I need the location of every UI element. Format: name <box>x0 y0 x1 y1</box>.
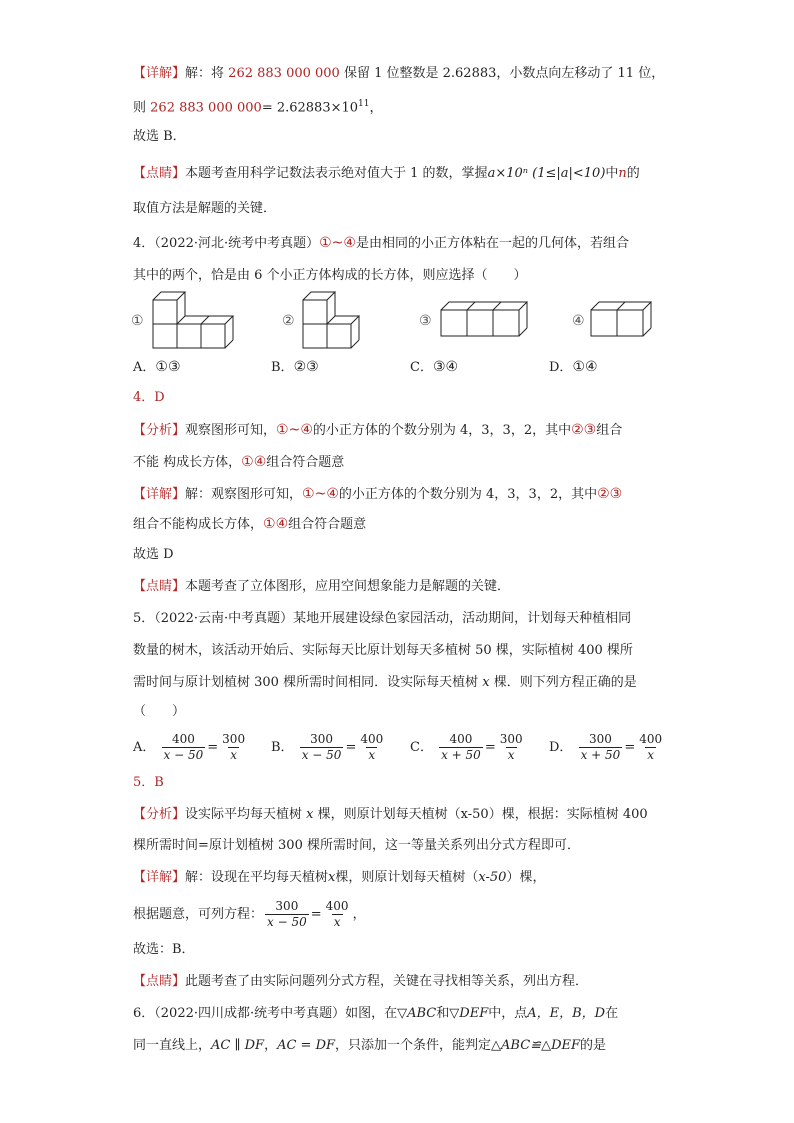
figure-ref: ②③ <box>597 486 623 502</box>
equals: = <box>207 740 219 755</box>
option-value: ①④ <box>572 359 598 375</box>
text: 根据题意，可列方程： <box>133 907 264 922</box>
option-letter: B． <box>271 360 294 375</box>
text: 是由相同的小正方体粘在一起的几何体，若组合 <box>355 236 629 251</box>
exponent: 11 <box>358 99 370 109</box>
text: 同一直线上， <box>133 1038 212 1053</box>
q4-stem-line2 <box>133 266 664 286</box>
text: 4．（2022·河北·统考中考真题） <box>133 236 320 251</box>
text: 6．（2022·四川成都·统考中考真题）如图，在 <box>133 1006 398 1021</box>
q5-stem-line1 <box>133 609 664 629</box>
numerator: 300 <box>499 732 523 746</box>
text: 本题考查了立体图形，应用空间想象能力是解题的关键． <box>185 579 511 594</box>
q4-analysis-line1 <box>133 420 664 441</box>
option-letter: C． <box>410 360 433 375</box>
numerator: 400 <box>360 732 384 746</box>
q5-detail-line2 <box>133 897 664 933</box>
q5-stem-line2 <box>133 641 664 661</box>
variable-n: n <box>618 166 627 181</box>
fraction <box>439 732 483 763</box>
answer-choice: 故选 D <box>133 547 174 562</box>
figure-ref: ①~④ <box>302 486 339 502</box>
number: 262 883 000 000 <box>150 100 262 116</box>
q4-detail-line1 <box>133 484 664 505</box>
text: 的小正方体的个数分别为 4，3，3，2，其中 <box>312 423 572 438</box>
q3-detail-line2 <box>133 94 664 118</box>
text: 其中的两个，恰是由 6 个小正方体构成的长方体，则应选择（ ） <box>133 268 527 283</box>
q5-comment <box>133 972 664 992</box>
text: = 2.62883×10 <box>261 100 359 116</box>
text: ，只添加一个条件，能判定 <box>335 1038 492 1053</box>
denominator: x − 50 <box>163 748 204 762</box>
text: 取值方法是解题的关键． <box>133 201 277 216</box>
equals: = <box>310 907 322 922</box>
option-letter: B． <box>271 740 294 755</box>
fraction <box>265 899 309 930</box>
text: 棵所需时间=原计划植树 300 棵所需时间，这一等量关系列出分式方程即可． <box>133 838 580 853</box>
option-b <box>271 357 319 378</box>
text: 则 <box>133 100 147 116</box>
figure-3-icon <box>441 302 527 336</box>
q5-analysis-line2 <box>133 836 664 856</box>
text: ）棵， <box>506 870 546 885</box>
detail-tag: 【详解】 <box>133 66 186 81</box>
text: ， <box>369 100 383 116</box>
number: 262 883 000 000 <box>228 66 340 81</box>
comment-tag: 【点睛】 <box>133 974 186 989</box>
text: 解：设现在平均每天植树 <box>185 870 329 885</box>
fraction <box>162 732 206 763</box>
text: 棵，则原计划每天植树（x-50）棵，根据：实际植树 400 <box>317 807 648 822</box>
figure-ref: ②③ <box>571 422 597 438</box>
q4-comment <box>133 577 664 597</box>
math: A，E，B，D <box>527 1006 606 1021</box>
text: 棵．则下列方程正确的是 <box>493 675 637 690</box>
fraction <box>358 732 385 763</box>
equals: = <box>624 740 636 755</box>
figure-ref: ①④ <box>263 516 289 532</box>
text: 不能 构成长方体， <box>133 455 242 470</box>
figure-4-label: ④ <box>572 313 585 329</box>
text: 棵，则原计划每天植树（ <box>335 870 479 885</box>
formula: a×10ⁿ (1≤|a|<10) <box>487 166 606 181</box>
math: AC = DF <box>277 1038 336 1053</box>
detail-tag: 【详解】 <box>133 870 186 885</box>
q4-choose <box>133 545 664 565</box>
figure-ref: ①~④ <box>276 422 313 438</box>
q4-figures <box>130 288 670 350</box>
numerator: 300 <box>310 732 334 746</box>
option-value: ②③ <box>293 359 319 375</box>
option-letter: D． <box>549 360 573 375</box>
text: 组合符合题意 <box>266 455 345 470</box>
denominator: x − 50 <box>301 748 342 762</box>
fraction <box>637 732 664 763</box>
numerator: 400 <box>449 732 473 746</box>
figure-ref: ①④ <box>241 454 267 470</box>
q3-choose <box>133 127 664 147</box>
figure-4-icon <box>591 302 651 336</box>
math: ▽ABC <box>397 1006 437 1021</box>
equals: = <box>484 740 496 755</box>
text: 数量的树木，该活动开始后、实际每天比原计划每天多植树 50 棵，实际植树 400 棵所 <box>133 643 633 658</box>
q4-analysis-line2 <box>133 452 664 473</box>
comment-tag: 【点睛】 <box>133 579 186 594</box>
numerator: 300 <box>275 899 299 913</box>
option-d <box>549 357 598 378</box>
option-letter: D． <box>549 740 573 755</box>
text: 组合 <box>596 423 623 438</box>
figure-3-label: ③ <box>419 313 432 329</box>
answer-choice: 故选：B． <box>133 942 195 957</box>
text: （ ） <box>133 704 186 719</box>
numerator: 400 <box>325 899 349 913</box>
figure-ref: ①~④ <box>319 235 356 251</box>
denominator: x <box>507 748 515 762</box>
q4-detail-line2 <box>133 514 664 535</box>
option-letter: A． <box>133 360 156 375</box>
q6-stem-line1 <box>133 1004 664 1024</box>
q5-analysis-line1 <box>133 805 664 825</box>
fraction <box>220 732 247 763</box>
analysis-tag: 【分析】 <box>133 423 186 438</box>
text: 在 <box>605 1006 619 1021</box>
q5-stem-line3 <box>133 673 664 693</box>
denominator: x <box>647 748 655 762</box>
answer-choice: 故选 B． <box>133 129 186 144</box>
expression: x-50 <box>478 870 507 885</box>
q4-stem-line1 <box>133 233 664 254</box>
denominator: x − 50 <box>267 915 307 929</box>
numerator: 300 <box>588 732 612 746</box>
text: 此题考查了由实际问题列分式方程，关键在寻找相等关系，列出方程． <box>185 974 589 989</box>
text: 设实际平均每天植树 <box>185 807 303 822</box>
text: ， <box>264 1038 278 1053</box>
text: 解：将 <box>185 66 225 81</box>
option-letter: C． <box>410 740 433 755</box>
text: 观察图形可知， <box>185 423 277 438</box>
text: 中，点 <box>488 1006 528 1021</box>
text: 解：观察图形可知， <box>185 487 303 502</box>
option-value: ③④ <box>432 359 459 375</box>
q5-stem-line4 <box>133 702 664 722</box>
denominator: x <box>333 915 341 929</box>
q5-detail-line1 <box>133 868 664 888</box>
equals: = <box>345 740 357 755</box>
numerator: 400 <box>171 732 195 746</box>
analysis-tag: 【分析】 <box>133 807 186 822</box>
text: ， <box>352 907 366 922</box>
q3-comment-line2 <box>133 199 664 219</box>
option-c <box>410 357 458 378</box>
q3-comment-line1 <box>133 164 664 184</box>
text: 组合符合题意 <box>288 517 367 532</box>
answer: 4．D <box>133 390 165 405</box>
figure-2-label: ② <box>282 313 295 329</box>
q6-stem-line2 <box>133 1036 664 1056</box>
math: AC ∥ DF <box>211 1038 265 1053</box>
q5-answer <box>133 773 664 793</box>
variable-x: x <box>328 870 336 885</box>
option-value: ①③ <box>155 359 181 375</box>
fraction <box>324 899 351 930</box>
text: 保留 1 位整数是 2.62883，小数点向左移动了 11 位， <box>343 66 665 81</box>
q5-option-d <box>549 730 666 766</box>
text: 5．（2022·云南·中考真题）某地开展建设绿色家园活动，活动期间，计划每天种植相同 <box>133 611 632 626</box>
text: 组合不能构成长方体， <box>133 517 264 532</box>
variable-x: x <box>306 807 314 822</box>
text: 的 <box>626 166 640 181</box>
figure-1-label: ① <box>131 313 144 329</box>
text: 本题考查用科学记数法表示绝对值大于 1 的数，掌握 <box>185 166 488 181</box>
answer: 5．B <box>133 775 164 790</box>
comment-tag: 【点睛】 <box>133 166 186 181</box>
denominator: x <box>368 748 376 762</box>
option-a <box>133 357 181 378</box>
q5-option-b <box>271 730 387 766</box>
text: 需时间与原计划植树 300 棵所需时间相同．设实际每天植树 <box>133 675 479 690</box>
fraction <box>579 732 623 763</box>
text: 的是 <box>580 1038 607 1053</box>
fraction <box>498 732 525 763</box>
detail-tag: 【详解】 <box>133 487 186 502</box>
q5-option-a <box>133 730 249 766</box>
numerator: 400 <box>639 732 663 746</box>
math: ▽DEF <box>449 1006 489 1021</box>
figure-1-icon <box>153 292 233 348</box>
fraction <box>300 732 344 763</box>
q5-choose <box>133 940 664 960</box>
text: 中 <box>605 166 619 181</box>
figure-2-icon <box>303 292 359 348</box>
text: 和 <box>436 1006 450 1021</box>
text: 的小正方体的个数分别为 4，3，3，2，其中 <box>338 487 598 502</box>
q4-answer <box>133 388 664 408</box>
q5-option-c <box>410 730 527 766</box>
denominator: x + 50 <box>580 748 621 762</box>
math: △ABC≌△DEF <box>491 1038 580 1053</box>
option-letter: A． <box>133 740 156 755</box>
variable-x: x <box>482 675 490 690</box>
denominator: x <box>230 748 238 762</box>
denominator: x + 50 <box>441 748 481 762</box>
numerator: 300 <box>222 732 246 746</box>
q3-detail-line1 <box>133 64 664 84</box>
